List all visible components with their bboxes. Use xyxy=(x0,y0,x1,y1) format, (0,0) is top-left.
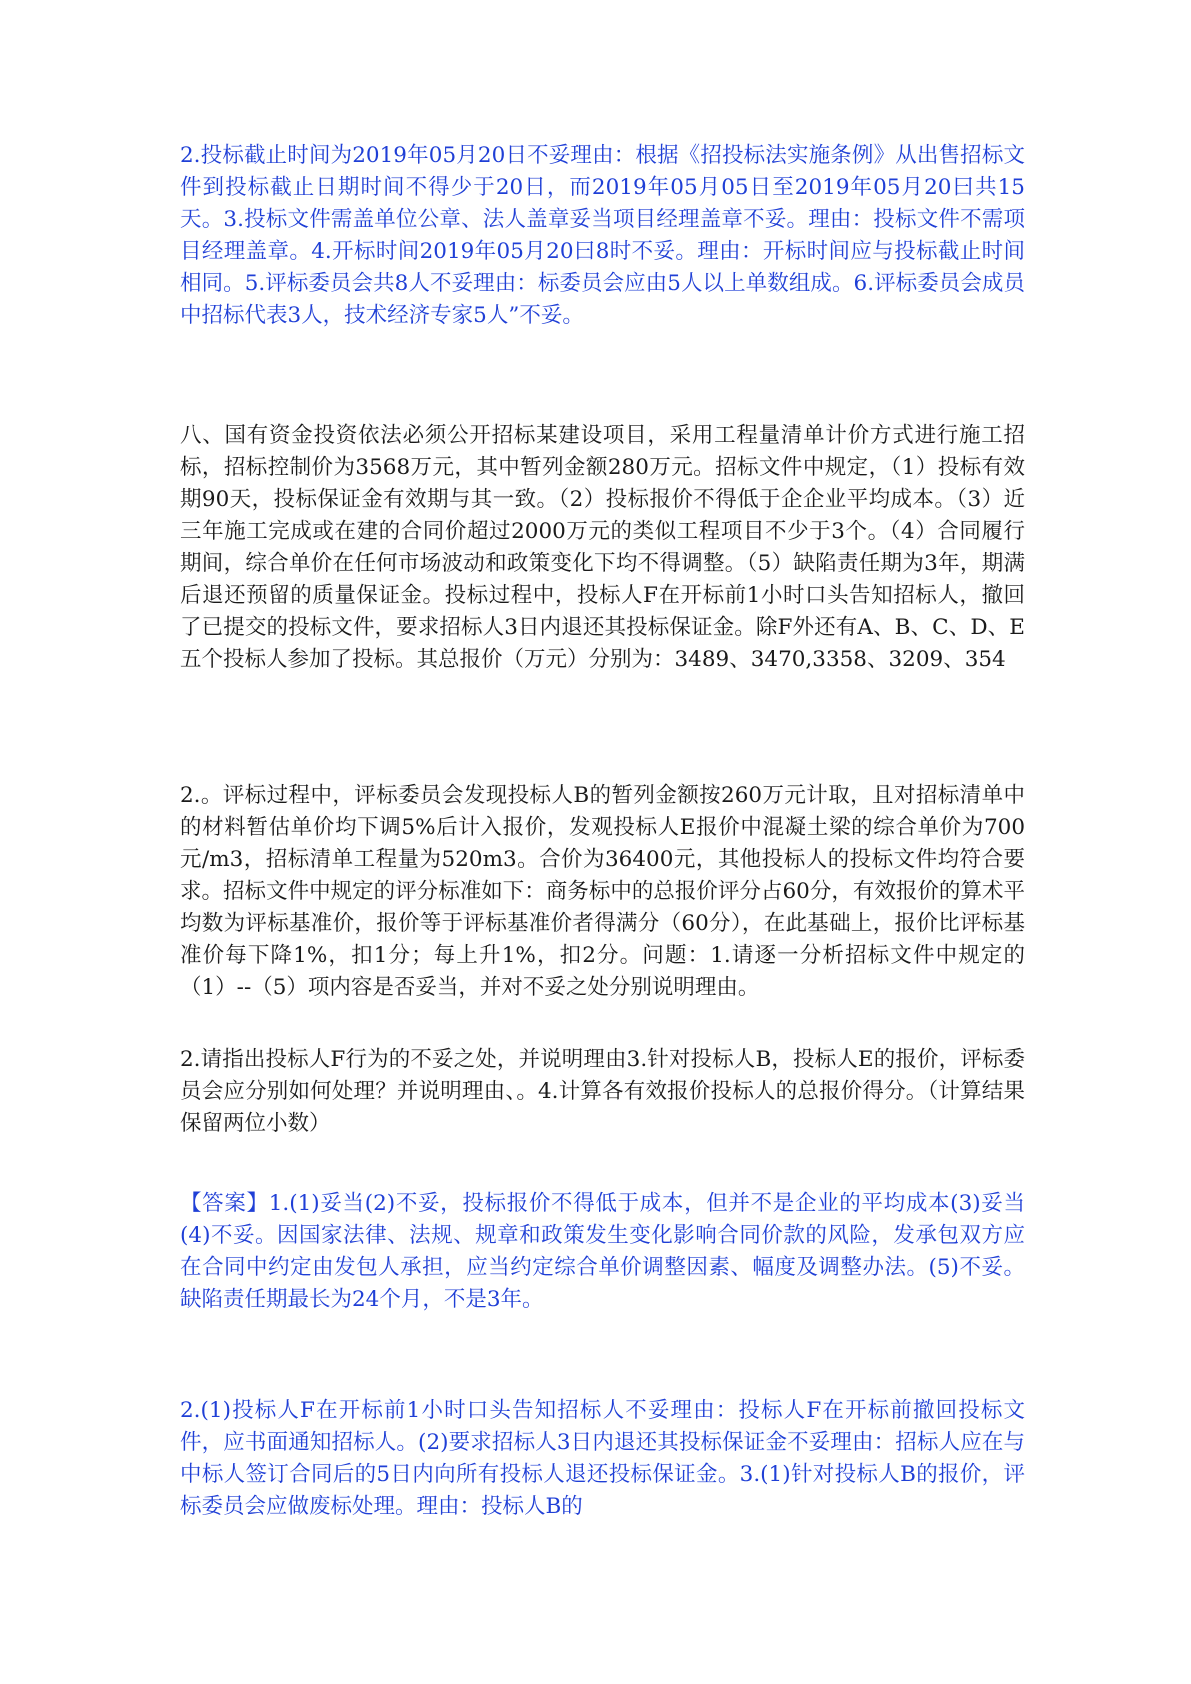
answer-tag: 【答案】 xyxy=(180,1191,269,1216)
answer-paragraph: 2.投标截止时间为2019年05月20日不妥理由：根据《招投标法实施条例》从出售招标文件到投标截止日期时间不得少于20日，而2019年05月05日至2019年05月20曰共15天。3.投标文件需盖单位公章、法人盖章妥当项目经理盖章不妥。理由：投标文件不需项目经理盖章。4.开标时间2019年05月20曰8时不妥。理由：开标时间应与投标截止时间相同。5.评标委员会共8人不妥理由：标委员会应由5人以上单数组成。6.评标委员会成员中招标代表3人，技术经济专家5人”不妥。 xyxy=(180,143,1025,328)
answer-paragraph-part2: 2.(1)投标人F在开标前1小时口头告知招标人不妥理由：投标人F在开标前撤回投标文件，应书面通知招标人。(2)要求招标人3日内退还其投标保证金不妥理由：招标人应在与中标人签订合同后的5日内向所有投标人退还投标保证金。3.(1)针对投标人B的报价，评标委员会应做废标处理。理由：投标人B的 xyxy=(180,1398,1025,1519)
question-paragraph-part2: 2.。评标过程中，评标委员会发现投标人B的暂列金额按260万元计取，且对招标清单中的材料暂估单价均下调5%后计入报价，发观投标人E报价中混凝土梁的综合单价为700元/m3，招标清单工程量为520m3。合价为36400元，其他投标人的投标文件均符合要求。招标文件中规定的评分标准如下：商务标中的总报价评分占60分，有效报价的算术平均数为评标基准价，报价等于评标基准价者得满分（60分），在此基础上，报价比评标基准价每下降1%，扣1分；每上升1%，扣2分。问题：1.请逐一分析招标文件中规定的（1）--（5）项内容是否妥当，并对不妥之处分别说明理由。 xyxy=(180,783,1025,1000)
question-paragraph-part3: 2.请指出投标人F行为的不妥之处，并说明理由3.针对投标人B，投标人E的报价，评标委员会应分别如何处理？并说明理由、。4.计算各有效报价投标人的总报价得分。（计算结果保留两位小数） xyxy=(180,1047,1025,1136)
answer-paragraph-main xyxy=(180,1188,1025,1316)
question-paragraph: 八、国有资金投资依法必须公开招标某建设项目，采用工程量清单计价方式进行施工招标，招标控制价为3568万元，其中暂列金额280万元。招标文件中规定，（1）投标有效期90天，投标保证金有效期与其一致。（2）投标报价不得低于企企业平均成本。（3）近三年施工完成或在建的合同价超过2000万元的类似工程项目不少于3个。（4）合同履行期间，综合单价在任何市场波动和政策变化下均不得调整。（5）缺陷责任期为3年，期满后退还预留的质量保证金。投标过程中，投标人F在开标前1小时口头告知招标人，撤回了已提交的投标文件，要求招标人3日内退还其投标保证金。除F外还有A、B、C、D、E五个投标人参加了投标。其总报价（万元）分别为：3489、3470,3358、3209、354 xyxy=(180,423,1025,672)
answer-text: 1.(1)妥当(2)不妥，投标报价不得低于成本，但并不是企业的平均成本(3)妥当(4)不妥。因国家法律、法规、规章和政策发生变化影响合同价款的风险，发承包双方应在合同中约定由发包人承担，应当约定综合单价调整因素、幅度及调整办法。(5)不妥。缺陷责任期最长为24个月，不是3年。 xyxy=(180,1191,1025,1312)
